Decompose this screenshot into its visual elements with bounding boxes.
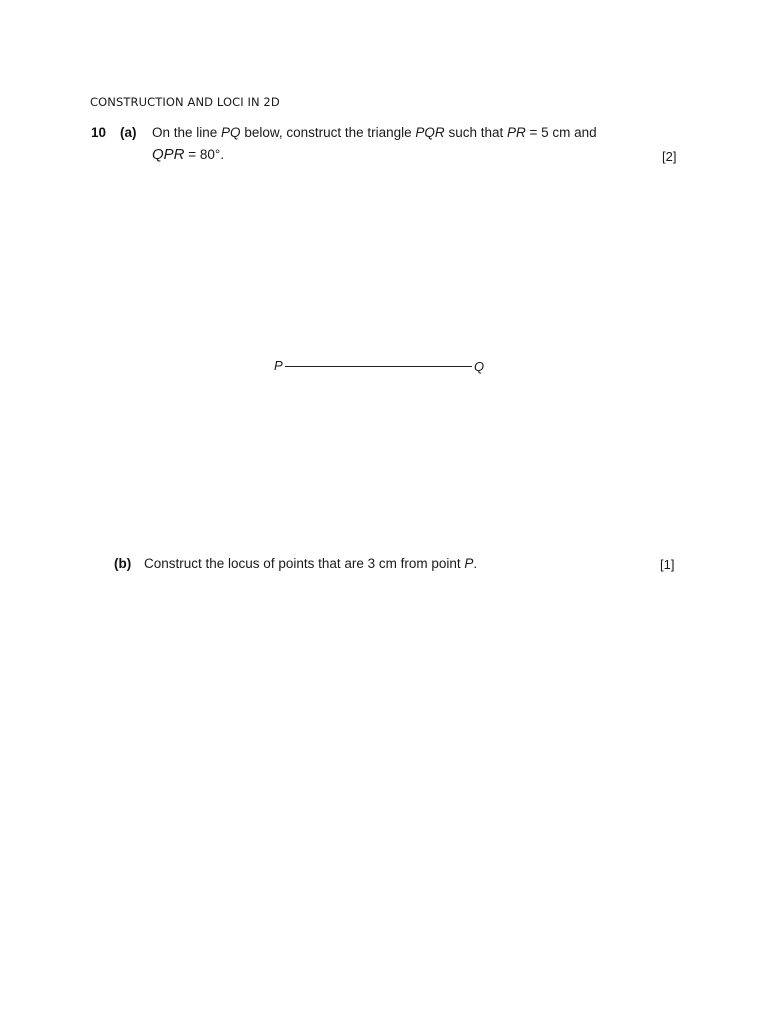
angle-value: = 80°.	[184, 147, 225, 162]
line-segment-pq	[285, 366, 472, 367]
part-a-marks: [2]	[662, 149, 677, 164]
point-p-label: P	[274, 358, 283, 373]
part-b-text-1: Construct the locus of points that are 3 cm from point	[144, 556, 465, 571]
part-b-text	[144, 556, 477, 571]
point-q-label: Q	[474, 359, 485, 374]
part-a-text-1: On the line	[152, 125, 222, 140]
part-a-label: (a)	[120, 125, 137, 140]
part-a-text-line-2	[152, 146, 224, 163]
part-b-label: (b)	[114, 556, 132, 571]
part-a-text-3: such that	[444, 125, 507, 140]
var-p: P	[464, 556, 474, 571]
part-b-text-2: .	[473, 556, 478, 571]
part-a-text-4: = 5 cm and	[525, 125, 597, 140]
var-pqr: PQR	[415, 125, 445, 140]
part-b-marks: [1]	[660, 557, 675, 572]
angle-qpr: QPR	[152, 146, 185, 163]
question-number: 10	[91, 125, 107, 140]
var-pq: PQ	[221, 125, 241, 140]
part-a-text-line-1	[152, 125, 597, 140]
part-a-text-2: below, construct the triangle	[240, 125, 416, 140]
var-pr: PR	[506, 125, 526, 140]
page-heading: CONSTRUCTION AND LOCI IN 2D	[90, 95, 280, 109]
